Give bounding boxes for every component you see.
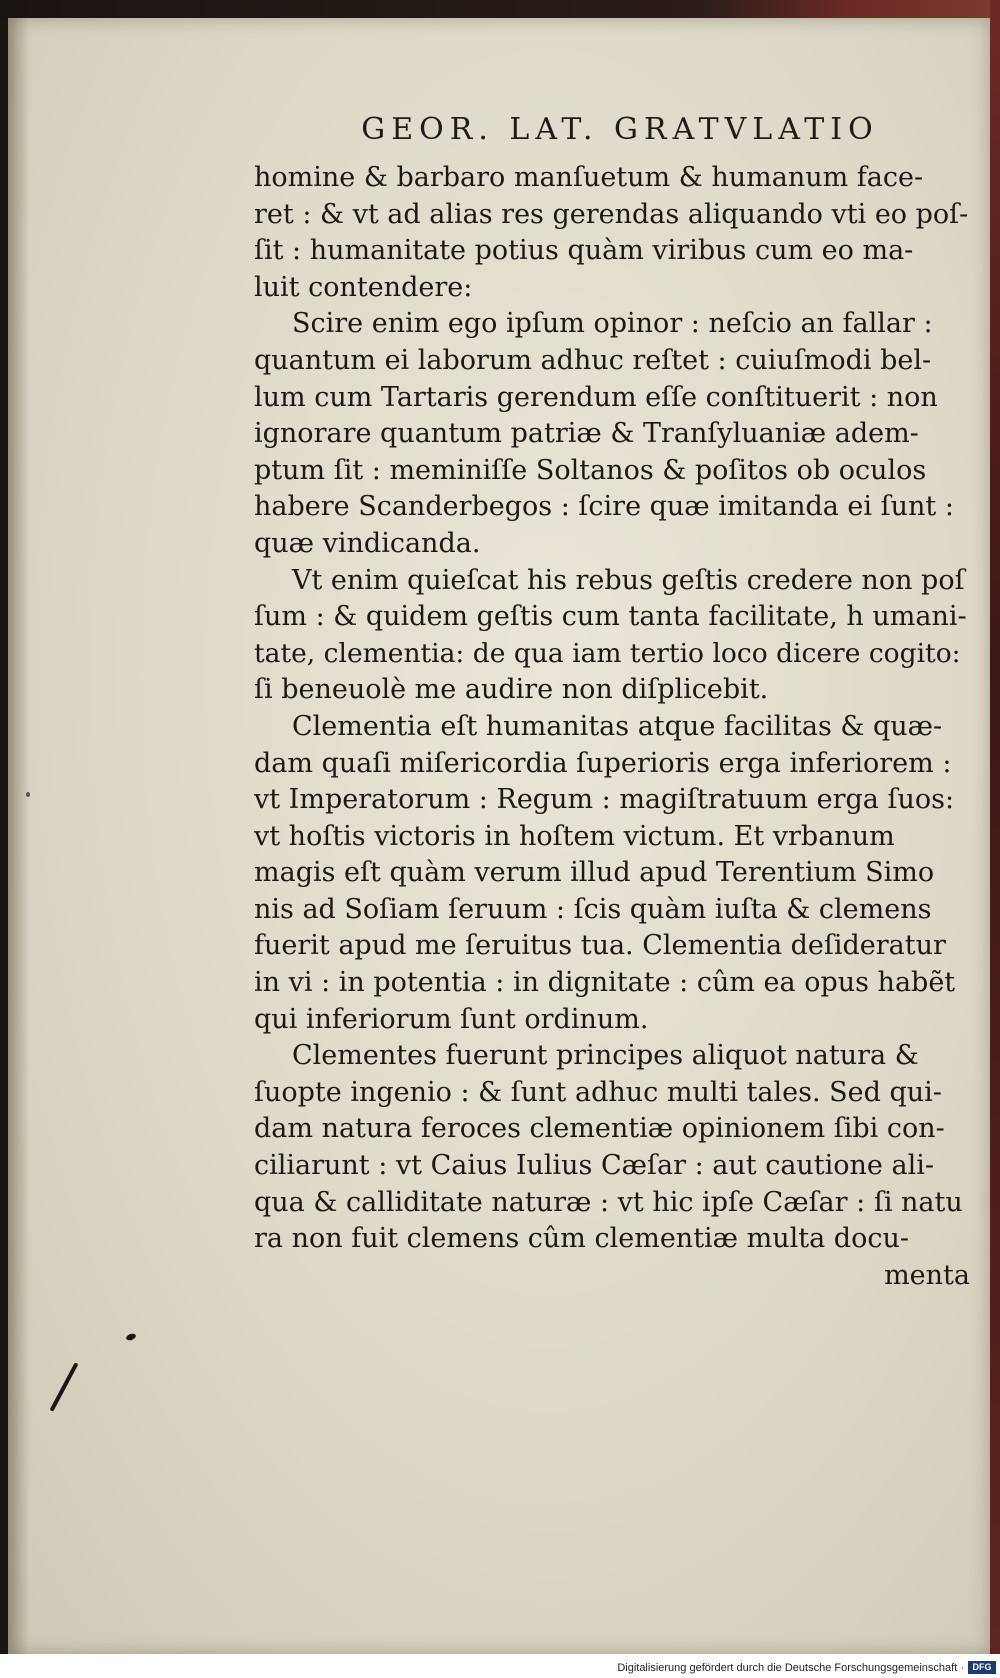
text-line: homine & barbaro manſuetum & humanum face- — [254, 162, 924, 193]
text-line: magis eſt quàm verum illud apud Terentium Simo — [254, 857, 935, 889]
text-line: Clementia eſt humanitas atque facilitas & quæ- — [292, 710, 943, 742]
scan-top-edge — [0, 0, 1000, 20]
text-line: ra non fuit clemens cûm clementiæ multa docu- — [254, 1223, 909, 1255]
text-line: ſi beneuolè me audire non diſplicebit. — [254, 674, 769, 706]
text-line: ptum ſit : meminiſſe Soltanos & poſitos ob oculos — [254, 454, 927, 486]
text-line: nis ad Soſiam ſeruum : ſcis quàm iuſta & clemens — [254, 893, 932, 925]
text-line: Vt enim quieſcat his rebus geſtis credere non poſ — [292, 564, 965, 596]
text-line: lum cum Tartaris gerendum eſſe conſtituerit : non — [254, 381, 938, 413]
text-line: dam natura feroces clementiæ opinionem ſibi con- — [254, 1113, 945, 1145]
text-line: fuerit apud me ſeruitus tua. Clementia deſideratur — [254, 930, 946, 962]
gutter-shadow — [8, 18, 30, 1654]
text-line: ciliarunt : vt Caius Iulius Cæſar : aut cautione ali- — [254, 1150, 934, 1182]
digitization-credit: Digitalisierung gefördert durch die Deutsche Forschungsgemeinschaft · — [617, 1662, 964, 1674]
catchword: menta — [884, 1259, 970, 1291]
running-header: GEOR. LAT. GRATVLATIO — [361, 112, 879, 147]
text-line: ignorare quantum patriæ & Tranſyluaniæ adem- — [254, 418, 919, 450]
text-line: Scire enim ego ipſum opinor : neſcio an fallar : — [292, 308, 933, 340]
digitization-footer — [0, 1654, 1000, 1678]
text-line: qua & calliditate naturæ : vt hic ipſe Cæſar : ſi natu — [254, 1186, 963, 1218]
text-line: vt hoſtis victoris in hoſtem victum. Et vrbanum — [254, 820, 895, 852]
text-line: ſum : & quidem geſtis cum tanta facilitate, h umani- — [254, 601, 967, 633]
book-binding-edge — [990, 0, 1000, 1655]
ink-speck — [26, 792, 30, 797]
text-line: Clementes fuerunt principes aliquot natura & — [292, 1040, 919, 1072]
text-line: habere Scanderbegos : ſcire quæ imitanda ei ſunt : — [254, 491, 954, 523]
text-line: qui inferiorum ſunt ordinum. — [254, 1003, 649, 1035]
text-line: quantum ei laborum adhuc reſtet : cuiuſmodi bel- — [254, 344, 932, 376]
text-line: quæ vindicanda. — [254, 527, 481, 559]
body-text — [254, 160, 970, 1294]
text-line: ſit : humanitate potius quàm viribus cum eo ma- — [254, 235, 914, 267]
text-line: ſuopte ingenio : & ſunt adhuc multi tales. Sed qui- — [254, 1076, 942, 1108]
text-line: tate, clementia: de qua iam tertio loco dicere cogito: — [254, 637, 961, 669]
text-line: in vi : in potentia : in dignitate : cûm ea opus habẽt — [254, 967, 956, 999]
dfg-logo: DFG — [968, 1661, 996, 1674]
text-line: dam quaſi miſericordia ſuperioris erga inferiorem : — [254, 747, 952, 779]
text-line: luit contendere: — [254, 271, 473, 303]
text-line: ret : & vt ad alias res gerendas aliquando vti eo poſ- — [254, 198, 969, 230]
text-line: vt Imperatorum : Regum : magiſtratuum erga ſuos: — [254, 784, 955, 816]
